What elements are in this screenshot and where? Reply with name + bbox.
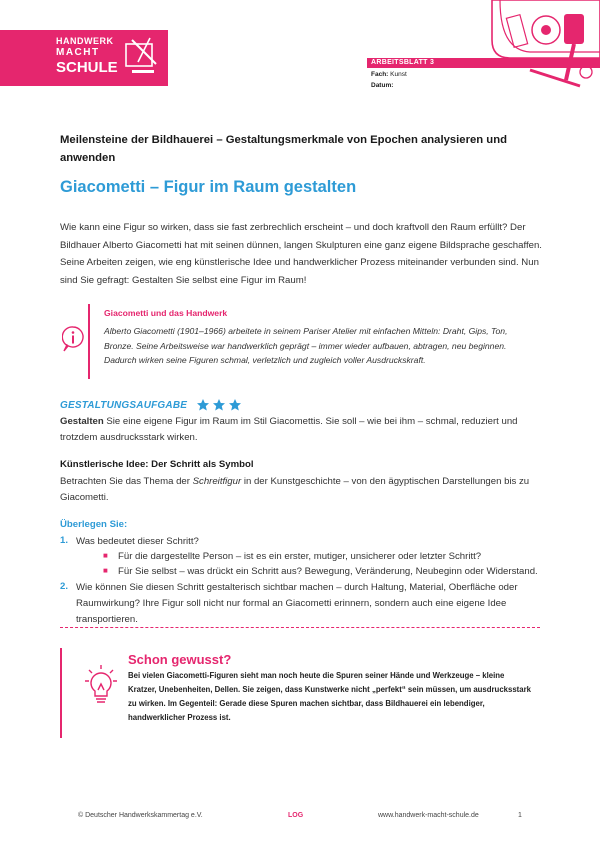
date-label: Datum: bbox=[371, 82, 394, 89]
divider bbox=[60, 627, 540, 628]
idea-text-emphasis: Schreitfigur bbox=[192, 476, 242, 487]
idea-text-part: in der Kunstgeschichte – von den ägyptischen Darstellungen bis zu Giacometti. bbox=[60, 476, 530, 503]
worksheet-label: ARBEITSBLATT 3 bbox=[371, 59, 435, 66]
date-field bbox=[371, 82, 393, 89]
subject-field bbox=[371, 71, 407, 78]
fact-body: Bei vielen Giacometti-Figuren sieht man noch heute die Spuren seiner Hände und Werkzeuge – kleine Kratzer, Unebenheiten, Dellen. Sie zeigen, dass Kunstwerke nicht „perfekt“ sein müssen, um ausdrucksstark zu wirken. Im Gegenteil: Gerade diese Spuren machen sichtbar, dass Bildhauerei ein lebendiger, handwerklicher Prozess ist. bbox=[128, 671, 531, 722]
task-body: Sie eine eigene Figur im Raum im Stil Giacomettis. Sie soll – wie bei ihm – schmal, reduziert und trotzdem ausdrucksstark wirken. bbox=[60, 416, 518, 443]
bullet-icon: ■ bbox=[103, 551, 108, 560]
tools-icon bbox=[122, 34, 162, 82]
info-icon bbox=[62, 326, 84, 352]
lightbulb-icon bbox=[84, 664, 118, 708]
footer-logo: LOG bbox=[288, 812, 304, 819]
idea-title: Künstlerische Idee: Der Schritt als Symbol bbox=[60, 459, 254, 470]
question-1-sub-2: Für Sie selbst – was drückt ein Schritt aus? Bewegung, Veränderung, Neubeginn oder Widerstand. bbox=[118, 566, 538, 577]
star-icon bbox=[197, 399, 209, 411]
difficulty-stars bbox=[196, 398, 244, 412]
task-lead: Gestalten bbox=[60, 416, 104, 427]
question-1: Was bedeutet dieser Schritt? bbox=[76, 536, 199, 547]
bullet-icon: ■ bbox=[103, 566, 108, 575]
logo-line-1: HANDWERK bbox=[56, 36, 114, 46]
logo-line-3: SCHULE bbox=[56, 59, 118, 76]
intro-text: Wie kann eine Figur so wirken, dass sie fast zerbrechlich erscheint – und doch kraftvoll den Raum erfüllt? Der Bildhauer Alberto Giacometti hat mit seinen dünnen, langen Skulpturen eine ganz eigene Bildsprache geschaffen. Seine Arbeiten zeigen, wie eng künstlerische Idee und handwerklicher Prozess miteinander verbunden sind. Nun sind Sie gefragt: Gestalten Sie selbst eine Figur im Raum! bbox=[60, 222, 542, 286]
fact-title: Schon gewusst? bbox=[128, 652, 232, 667]
subject-value: Kunst bbox=[390, 71, 407, 78]
idea-text bbox=[60, 474, 550, 506]
star-icon bbox=[213, 399, 225, 411]
tools-decoration-icon bbox=[470, 0, 600, 100]
task-text bbox=[60, 414, 550, 446]
question-number: 2. bbox=[60, 581, 69, 592]
idea-text-part: Betrachten Sie das Thema der bbox=[60, 476, 193, 487]
question-2: Wie können Sie diesen Schritt gestalterisch sichtbar machen – durch Haltung, Material, Oberfläche oder Raumwirkung? Ihre Figur soll nicht nur formal an Giacometti erinnern, sondern auch eine eigene Idee transportieren. bbox=[76, 582, 518, 625]
footer-url[interactable]: www.handwerk-macht-schule.de bbox=[378, 812, 479, 819]
subject-label: Fach: bbox=[371, 71, 389, 78]
page-number: 1 bbox=[518, 812, 522, 819]
task-title: GESTALTUNGSAUFGABE bbox=[60, 400, 188, 411]
footer-copyright: © Deutscher Handwerkskammertag e.V. bbox=[78, 812, 203, 819]
logo bbox=[56, 37, 118, 75]
star-icon bbox=[229, 399, 241, 411]
subtitle: Meilensteine der Bildhauerei – Gestaltungsmerkmale von Epochen analysieren und anwenden bbox=[60, 134, 507, 164]
question-number: 1. bbox=[60, 535, 69, 546]
reflect-title: Überlegen Sie: bbox=[60, 519, 128, 530]
info-title: Giacometti und das Handwerk bbox=[104, 308, 228, 318]
page-title: Giacometti – Figur im Raum gestalten bbox=[60, 178, 357, 196]
info-body: Alberto Giacometti (1901–1966) arbeitete in seinem Pariser Atelier mit einfachen Mitteln: Draht, Gips, Ton, Bronze. Seine Arbeitsweise war handwerklich geprägt – immer wieder aufbauen, abtragen, neu beginnen. Dadurch wirken seine Figuren schmal, verletzlich und zugleich voller Ausdruckskraft. bbox=[104, 326, 508, 366]
question-1-sub-1: Für die dargestellte Person – ist es ein erster, mutiger, unsicherer oder letzter Schritt? bbox=[118, 551, 482, 562]
logo-line-2: MACHT bbox=[56, 47, 100, 58]
